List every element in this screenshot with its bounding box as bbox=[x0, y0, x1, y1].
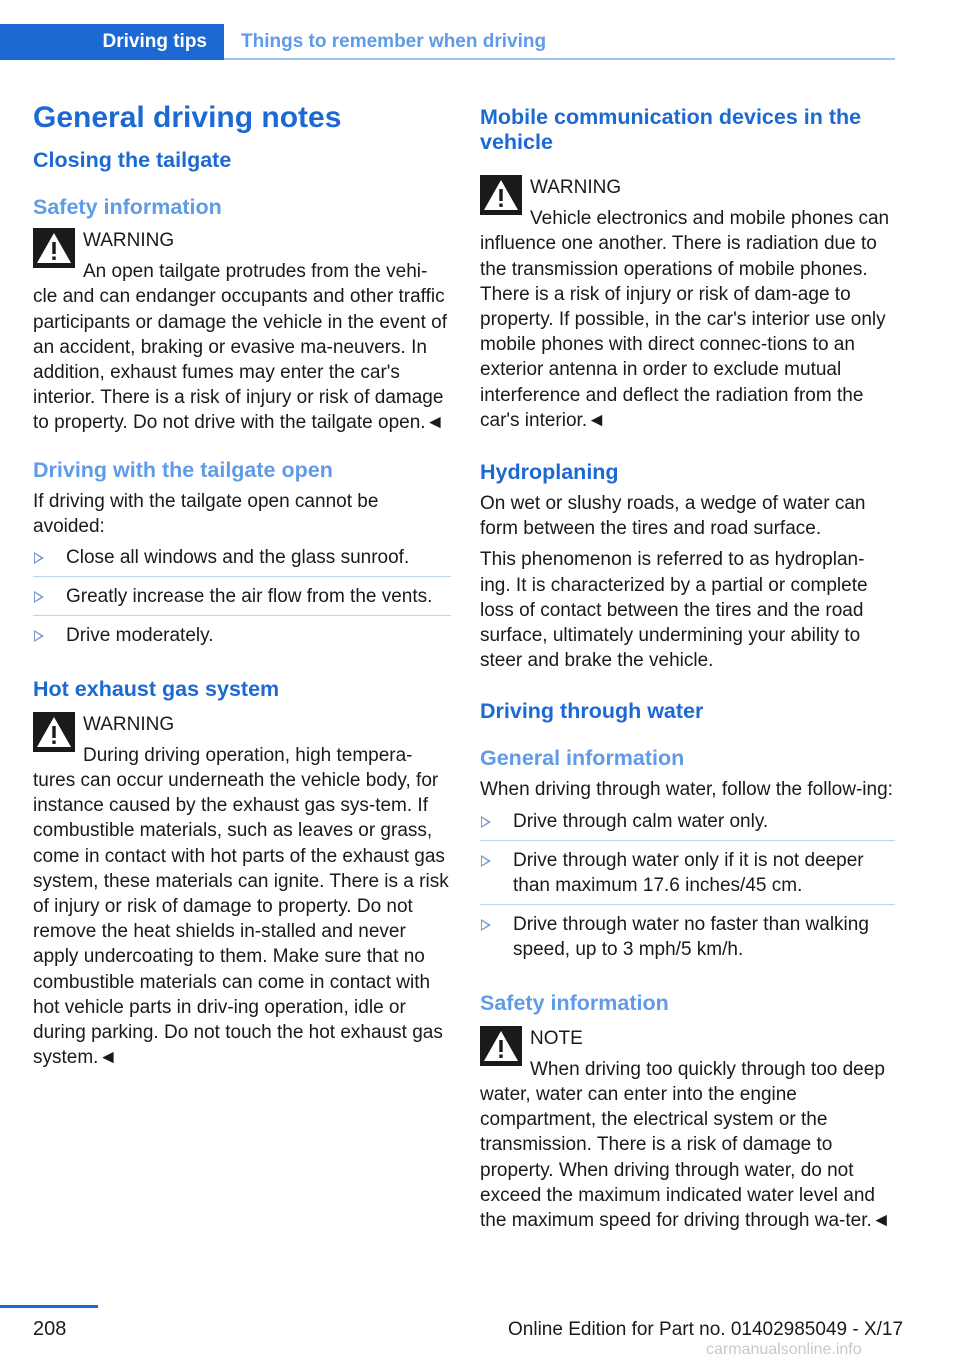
bullet-triangle-icon bbox=[34, 630, 44, 642]
warning-triangle-icon bbox=[480, 1026, 522, 1066]
tailgate-warning bbox=[33, 228, 451, 436]
section-tab: Driving tips bbox=[0, 24, 224, 60]
safety-information-heading: Safety information bbox=[33, 195, 222, 219]
safety-information-heading-2: Safety information bbox=[480, 990, 669, 1015]
water-note bbox=[480, 1026, 895, 1234]
hydroplaning-paragraph-1: On wet or slushy roads, a wedge of water can form between the tires and road surface. bbox=[480, 493, 866, 540]
bullet-triangle-icon bbox=[34, 591, 44, 603]
list-item: Greatly increase the air flow from the vents. bbox=[33, 584, 451, 616]
warning-triangle-icon bbox=[33, 712, 75, 752]
list-item: Drive through calm water only. bbox=[480, 809, 895, 841]
bullet-triangle-icon bbox=[34, 552, 44, 564]
warning-triangle-icon bbox=[480, 175, 522, 215]
driving-through-water-heading: Driving through water bbox=[480, 699, 704, 724]
tailgate-open-intro: If driving with the tailgate open cannot be avoided: bbox=[33, 490, 379, 537]
mobile-devices-heading: Mobile communication devices in the vehicle bbox=[480, 105, 862, 154]
hydroplaning-heading: Hydroplaning bbox=[480, 460, 619, 485]
note-label: NOTE bbox=[530, 1027, 583, 1049]
hot-exhaust-heading: Hot exhaust gas system bbox=[33, 676, 280, 701]
tailgate-open-list bbox=[33, 545, 451, 656]
water-intro: When driving through water, follow the follow-ing: bbox=[480, 779, 893, 801]
warning-label: WARNING bbox=[83, 713, 175, 735]
header-rule bbox=[224, 58, 895, 60]
warning-text: An open tailgate protrudes from the vehi-cle and can endanger occupants and other traffic participants or damage the vehicle in the event of an accident, braking or evasive ma-neuvers. In addition, exhaust fumes may enter the car's interior. There is a risk of injury or risk of damage to property. Do not drive with the tailgate open.◄ bbox=[33, 261, 448, 434]
page-number: 208 bbox=[33, 1318, 67, 1340]
warning-triangle-icon bbox=[33, 228, 75, 268]
watermark: carmanualsonline.info bbox=[706, 1341, 862, 1358]
hydroplaning-paragraph-2: This phenomenon is referred to as hydroplan-ing. It is characterized by a partial or complete loss of contact between the tires and the road surface, ultimately undermining your ability to steer and brake the vehicle. bbox=[480, 549, 868, 672]
list-item: Drive through water no faster than walking speed, up to 3 mph/5 km/h. bbox=[480, 912, 895, 969]
general-information-heading: General information bbox=[480, 746, 685, 771]
water-list bbox=[480, 809, 895, 970]
exhaust-warning bbox=[33, 712, 451, 1071]
list-item: Close all windows and the glass sunroof. bbox=[33, 545, 451, 577]
subsection-tab: Things to remember when driving bbox=[241, 31, 547, 52]
note-text: When driving too quickly through too deep water, water can enter into the engine compartment, the electrical system or the transmission. There is a risk of damage to property. When driving through water, do not exceed the maximum indicated water level and the maximum speed for driving through wa-ter.◄ bbox=[480, 1058, 891, 1232]
warning-text: Vehicle electronics and mobile phones can influence one another. There is radiation due to the transmission operations of mobile phones. There is a risk of injury or risk of dam-age to property. If possible, in the car's interior use only mobile phones with direct connec-tions to an exterior antenna in order to exclude mutual interference and deflect the radiation from the car's interior.◄ bbox=[480, 208, 890, 431]
edition-text: Online Edition for Part no. 01402985049 - X/17 bbox=[508, 1319, 904, 1340]
list-item: Drive moderately. bbox=[33, 623, 451, 655]
page-footer bbox=[0, 1305, 960, 1362]
page-header bbox=[0, 24, 895, 62]
right-column bbox=[480, 96, 895, 1233]
warning-label: WARNING bbox=[530, 177, 622, 198]
tailgate-open-heading: Driving with the tailgate open bbox=[33, 457, 333, 482]
footer-rule bbox=[0, 1305, 98, 1308]
bullet-triangle-icon bbox=[481, 816, 491, 828]
list-item: Drive through water only if it is not deeper than maximum 17.6 inches/45 cm. bbox=[480, 848, 895, 905]
left-column bbox=[33, 96, 451, 1070]
page-title: General driving notes bbox=[33, 101, 342, 134]
bullet-triangle-icon bbox=[481, 919, 491, 931]
warning-label: WARNING bbox=[83, 230, 175, 251]
warning-text: During driving operation, high tempera-tures can occur underneath the vehicle body, for instance caused by the exhaust gas sys-tem. If combustible materials, such as leaves or grass, come in contact with hot parts of the exhaust gas system, these materials can ignite. There is a risk of injury or risk of damage to property. Do not remove the heat shields in-stalled and never apply undercoating to them. Make sure that no combustible materials can come in contact with hot vehicle parts in driv-ing operation, idle or during parking. Do not touch the hot exhaust gas system.◄ bbox=[33, 744, 449, 1069]
mobile-warning bbox=[480, 175, 895, 433]
closing-tailgate-heading: Closing the tailgate bbox=[33, 148, 232, 172]
bullet-triangle-icon bbox=[481, 855, 491, 867]
